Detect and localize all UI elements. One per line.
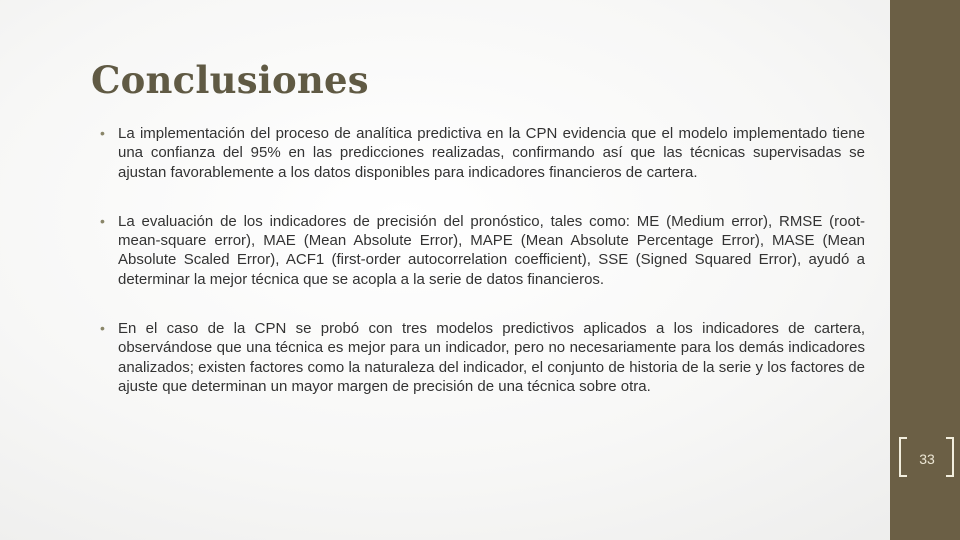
bullet-text: La implementación del proceso de analítica predictiva en la CPN evidencia que el modelo implementado tiene una confianza del 95% en las predicciones realizadas, confirmando así que las técnicas supervisadas se ajustan favorablemente a los datos disponibles para indicadores financieros de cartera. <box>118 125 865 181</box>
bullet-item <box>100 212 865 289</box>
bullet-dot-icon: • <box>100 125 105 141</box>
bullet-item <box>100 319 865 396</box>
bullet-dot-icon: • <box>100 320 105 337</box>
bullet-item <box>100 124 865 182</box>
bullet-list <box>100 124 865 426</box>
slide-title: Conclusiones <box>91 58 369 102</box>
page-number: 33 <box>919 451 935 467</box>
bullet-text: La evaluación de los indicadores de precisión del pronóstico, tales como: ME (Medium error), RMSE (root-mean-square error), MAE (Mean Absolute Error), MAPE (Mean Absolute Percentage Error), MASE (Mean Absolute Scaled Error), ACF1 (first-order autocorrelation coefficient), SSE (Signed Squared Error), ayudó a determinar la mejor técnica que se acopla a la serie de datos financieros. <box>118 212 865 288</box>
bullet-text: En el caso de la CPN se probó con tres modelos predictivos aplicados a los indicadores de cartera, observándose que una técnica es mejor para un indicador, pero no necesariamente para los demás indicadores analizados; existen factores como la naturaleza del indicador, el conjunto de historia de la serie y los factores de ajuste que determinan un mayor margen de precisión de una técnica sobre otra. <box>118 320 865 395</box>
bullet-dot-icon: • <box>100 212 105 229</box>
